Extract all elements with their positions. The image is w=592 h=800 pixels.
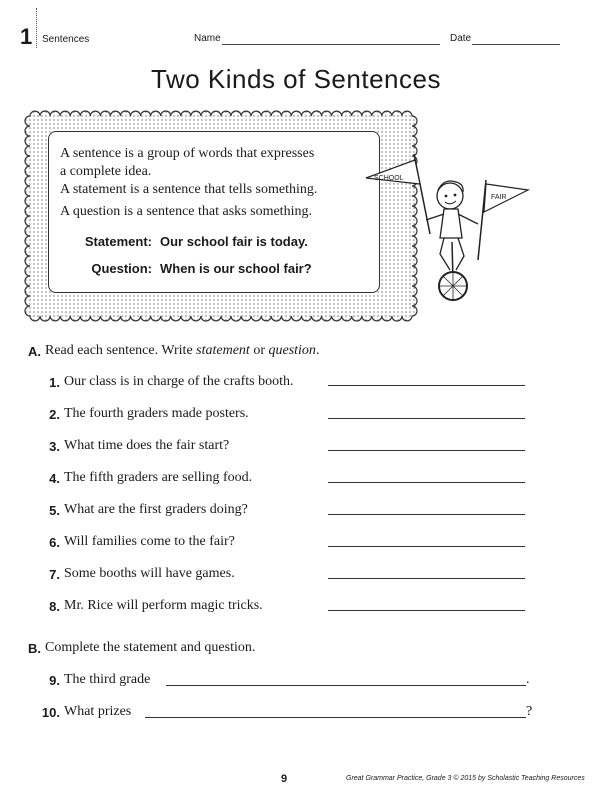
- item-number: 3.: [49, 439, 60, 454]
- name-field[interactable]: [222, 44, 440, 45]
- item-number: 10.: [41, 705, 60, 720]
- answer-line-3[interactable]: [328, 450, 525, 451]
- item-sentence: The fourth graders made posters.: [64, 406, 249, 421]
- item-number: 4.: [49, 471, 60, 486]
- answer-line-2[interactable]: [328, 418, 525, 419]
- section-a-instruction: Read each sentence. Write statement or question.: [45, 343, 320, 358]
- section-b-instruction: Complete the statement and question.: [45, 640, 256, 655]
- answer-line-6[interactable]: [328, 546, 525, 547]
- item-number: 8.: [49, 599, 60, 614]
- item-stem: What prizes: [64, 704, 132, 719]
- item-sentence: Our class is in charge of the crafts booth.: [64, 374, 294, 389]
- end-punctuation: .: [526, 672, 530, 687]
- answer-line-7[interactable]: [328, 578, 525, 579]
- header-divider: [36, 8, 37, 48]
- item-number: 5.: [49, 503, 60, 518]
- answer-line-5[interactable]: [328, 514, 525, 515]
- rule-line: A question is a sentence that asks something.: [60, 204, 312, 219]
- item-stem: The third grade: [64, 672, 151, 687]
- item-sentence: Mr. Rice will perform magic tricks.: [64, 598, 263, 613]
- item-number: 7.: [49, 567, 60, 582]
- rule-line: A sentence is a group of words that expresses: [60, 146, 315, 161]
- example-label-question: Question:: [91, 261, 152, 276]
- item-sentence: Some booths will have games.: [64, 566, 235, 581]
- end-punctuation: ?: [526, 704, 533, 719]
- answer-line-8[interactable]: [328, 610, 525, 611]
- example-text-question: When is our school fair?: [160, 261, 312, 276]
- date-label: Date: [450, 33, 472, 44]
- item-sentence: The fifth graders are selling food.: [64, 470, 253, 485]
- item-number: 1.: [49, 375, 60, 390]
- item-number: 9.: [49, 673, 60, 688]
- pennant-right-text: FAIR: [491, 194, 507, 201]
- rule-line: A statement is a sentence that tells something.: [60, 182, 318, 197]
- item-number: 2.: [49, 407, 60, 422]
- answer-line-1[interactable]: [328, 385, 525, 386]
- item-sentence: What time does the fair start?: [64, 438, 230, 453]
- completion-line-9[interactable]: [166, 685, 526, 686]
- item-sentence: Will families come to the fair?: [64, 534, 235, 549]
- lesson-topic: Sentences: [42, 34, 90, 45]
- example-label-statement: Statement:: [84, 234, 152, 249]
- lesson-number: 1: [20, 24, 33, 49]
- footer-page-number: 9: [281, 773, 288, 785]
- completion-line-10[interactable]: [145, 717, 526, 718]
- name-label: Name: [194, 33, 221, 44]
- example-text-statement: Our school fair is today.: [160, 234, 308, 249]
- date-field[interactable]: [472, 44, 560, 45]
- rule-line: a complete idea.: [60, 164, 152, 179]
- answer-line-4[interactable]: [328, 482, 525, 483]
- footer-credit: Great Grammar Practice, Grade 3 © 2015 by Scholastic Teaching Resources: [346, 775, 585, 782]
- pennant-left-text: SCHOOL: [374, 175, 404, 182]
- section-a-letter: A.: [28, 344, 41, 359]
- page-title: Two Kinds of Sentences: [151, 64, 441, 94]
- item-number: 6.: [49, 535, 60, 550]
- unicycle-boy-with-pennants-icon: [360, 150, 536, 310]
- item-sentence: What are the first graders doing?: [64, 502, 248, 517]
- section-b-letter: B.: [28, 641, 41, 656]
